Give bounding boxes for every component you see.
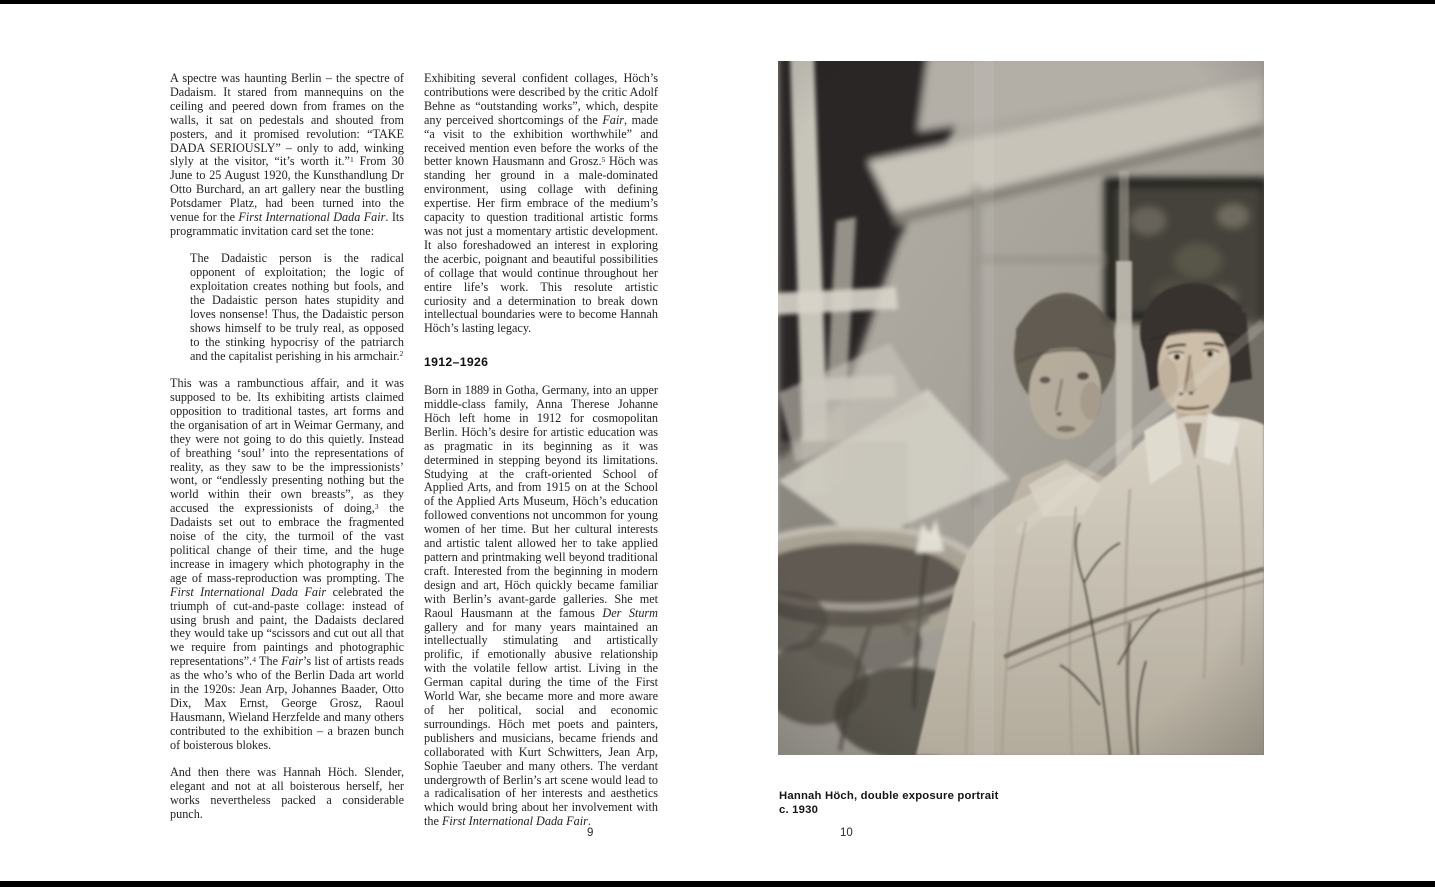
page-number-left: 9 bbox=[587, 827, 594, 839]
photo-caption-date: c. 1930 bbox=[779, 804, 819, 816]
text-column-1 bbox=[170, 72, 404, 835]
page-number-right: 10 bbox=[840, 827, 853, 839]
paragraph: And then there was Hannah Höch. Slender, elegant and not at all boisterous herself, her works nevertheless packed a considerable punch. bbox=[170, 765, 404, 821]
text-column-2 bbox=[424, 72, 658, 843]
paragraph: A spectre was haunting Berlin – the spectre of Dadaism. It stared from mannequins on the ceiling and peered down from frames on the walls, it sat on pedestals and shouted from posters, and it promised revolution: “TAKE DADA SERIOUSLY” – only to add, winking slyly at the visitor, “it’s worth it.”$^1$ From 30 June to 25 August 1920, the Kunsthandlung Dr Otto Burchard, an art gallery near the bustling Potsdamer Platz, had been turned into the venue for the First International Dada Fair. Its programmatic invitation card set the tone: bbox=[170, 71, 405, 238]
photo-caption bbox=[779, 789, 999, 817]
photo-caption-title: Hannah Höch, double exposure portrait bbox=[779, 790, 999, 802]
paragraph: Exhibiting several confident collages, Höch’s contributions were described by the critic Adolf Behne as “outstanding works”, which, despite any perceived shortcomings of the Fair, made “a visit to the exhibition worthwhile” and received mention even before the works of the better known Hausmann and Grosz.$^5$ Höch was standing her ground in a male-dominated environment, using collage with defining expertise. Her firm embrace of the medium’s capacity to question traditional artistic forms was not just a momentary artistic development. It also foreshadowed an interest in exploring the acerbic, poignant and beautiful possibilities of collage that would continue throughout her entire life’s work. This resolute artistic curiosity and a determination to break down intellectual boundaries were to become Hannah Höch’s lasting legacy. bbox=[424, 71, 659, 336]
page-bottom-edge-bar bbox=[0, 881, 1435, 887]
section-heading: 1912–1926 bbox=[424, 355, 489, 370]
double-exposure-photograph bbox=[778, 61, 1264, 755]
paragraph: Born in 1889 in Gotha, Germany, into an upper middle-class family, Anna Therese Johanne Höch left home in 1912 for cosmopolitan Berlin. Höch’s desire for artistic education was as pragmatic in its beginning as it was determined in stepping beyond its limitations. Studying at the craft-oriented School of Applied Arts, and from 1915 on at the School of the Applied Arts Museum, Höch’s education followed conventions not uncommon for young women of her time. But her cultural interests and artistic talent allowed her to take applied pattern and printmaking well beyond traditional craft. Interested from the beginning in modern design and art, Höch quickly became familiar with Berlin’s avant-garde galleries. She met Raoul Hausmann at the famous Der Sturm gallery and for many years maintained an intellectually stimulating and artistically prolific, if emotionally abusive relationship with the volatile fellow artist. Living in the German capital during the time of the First World War, she became more and more aware of her political, social and economic surroundings. Höch met poets and painters, publishers and musicians, became friends and collaborated with Kurt Schwitters, Jean Arp, Sophie Taeuber and many others. The verdant undergrowth of Berlin’s art scene would lead to a radicalisation of her interests and aesthetics which would bring about her involvement with the First International Dada Fair. bbox=[424, 383, 658, 829]
page-top-edge-bar bbox=[0, 0, 1435, 4]
block-quote: The Dadaistic person is the radical opponent of exploitation; the logic of exploitation creates nothing but fools, and the Dadaistic person hates stupidity and loves nonsense! Thus, the Dadaistic person shows himself to be truly real, as opposed to the stinking hypocrisy of the patriarch and the capitalist perishing in his armchair.$^2$ bbox=[190, 251, 404, 363]
photo-artwork bbox=[778, 61, 1264, 755]
paragraph: This was a rambunctious affair, and it was supposed to be. Its exhibiting artists claimed opposition to traditional tastes, art forms and the organisation of art in Weimar Germany, and they were not going to do this quietly. Instead of breathing ‘soul’ into the representations of reality, as they saw to be the impressionists’ wont, or “endlessly presenting nothing but the world within their own breasts”, as they accused the expressionists of doing,$^3$ the Dadaists set out to embrace the fragmented noise of the city, the turmoil of the vast political change of their time, and the huge increase in imagery which photography in the age of mass-reproduction was prompting. The First International Dada Fair celebrated the triumph of cut-and-paste collage: instead of using brush and paint, the Dadaists declared they would take up “scissors and cut out all that we require from paintings and photographic representations”.$^4$ The Fair’s list of artists reads as the who’s who of the Berlin Dada art world in the 1920s: Jean Arp, Johannes Baader, Otto Dix, Max Ernst, George Grosz, Raoul Hausmann, Wieland Herzfelde and many others contributed to the exhibition – a brazen bunch of boisterous blokes. bbox=[170, 376, 404, 752]
